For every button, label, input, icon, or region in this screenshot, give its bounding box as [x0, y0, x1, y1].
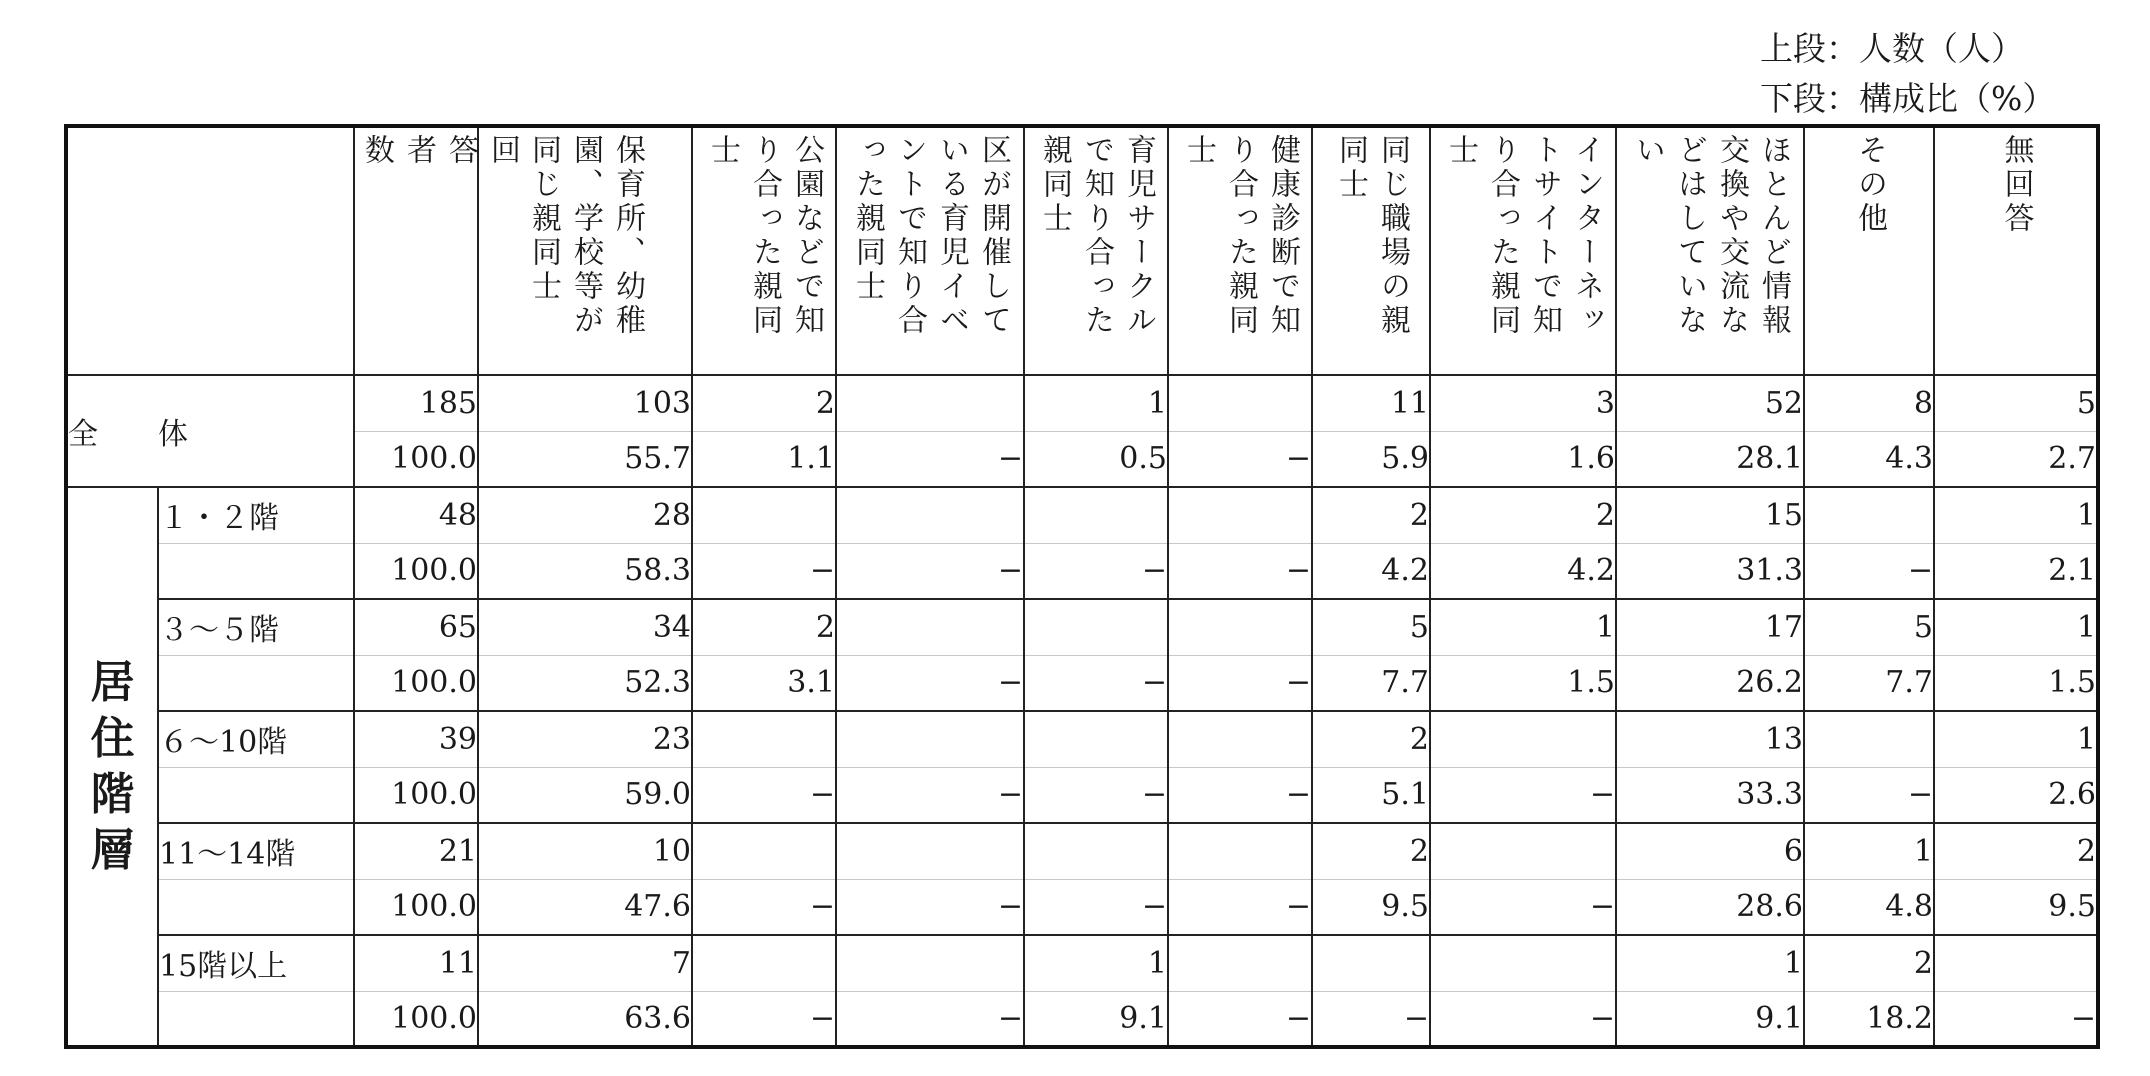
cell-percent: 59.0: [478, 767, 692, 823]
cell-count: [1168, 375, 1312, 431]
cell-count: [1804, 711, 1934, 767]
header-row: [66, 126, 2098, 375]
cell-count: [692, 823, 836, 879]
header-no-answer-text: 無回答: [1998, 134, 2034, 236]
row-label-floor: ３～５階: [158, 599, 354, 655]
header-internet-text: インターネッ トサイトで知 り合った親同 士: [1443, 134, 1604, 338]
cell-count: 21: [354, 823, 478, 879]
table-row-count: [66, 375, 2098, 431]
cell-percent: −: [692, 767, 836, 823]
cell-count: 2: [1430, 487, 1616, 543]
cell-percent: 63.6: [478, 991, 692, 1047]
cell-percent: 7.7: [1312, 655, 1430, 711]
cell-percent: −: [1168, 655, 1312, 711]
cell-count: 23: [478, 711, 692, 767]
cell-count: [692, 711, 836, 767]
cell-count: 2: [692, 375, 836, 431]
cell-percent: 4.3: [1804, 431, 1934, 487]
cell-count: 1: [1804, 823, 1934, 879]
cell-count: 10: [478, 823, 692, 879]
cell-count: [836, 935, 1024, 991]
cell-percent: −: [1024, 543, 1168, 599]
cell-count: [836, 711, 1024, 767]
cell-percent: 9.5: [1934, 879, 2098, 935]
cell-percent: −: [1934, 991, 2098, 1047]
table-row-percent: [66, 543, 2098, 599]
cell-percent: 52.3: [478, 655, 692, 711]
cell-count: 28: [478, 487, 692, 543]
cell-percent: 1.1: [692, 431, 836, 487]
cell-count: [1168, 823, 1312, 879]
cell-percent: 7.7: [1804, 655, 1934, 711]
table-row-percent: [66, 991, 2098, 1047]
cell-percent: 4.2: [1430, 543, 1616, 599]
header-park-text: 公園などで知 り合った親同 士: [705, 134, 824, 338]
cell-percent: 28.6: [1616, 879, 1804, 935]
cell-count: [836, 823, 1024, 879]
cell-percent: −: [1168, 991, 1312, 1047]
cell-percent: −: [836, 431, 1024, 487]
cell-percent: 5.9: [1312, 431, 1430, 487]
cell-count: 1: [1024, 375, 1168, 431]
cell-percent: 100.0: [354, 431, 478, 487]
table-row-percent: [66, 655, 2098, 711]
cell-percent: 28.1: [1616, 431, 1804, 487]
table-row-count: [66, 711, 2098, 767]
row-label-blank: [158, 655, 354, 711]
cell-count: [1024, 823, 1168, 879]
cell-count: 2: [1312, 823, 1430, 879]
cell-percent: −: [1024, 767, 1168, 823]
header-respondents: [354, 126, 520, 375]
cell-percent: −: [1024, 655, 1168, 711]
cell-count: [1168, 487, 1312, 543]
cell-count: 5: [1804, 599, 1934, 655]
row-label-floor: １・２階: [158, 487, 354, 543]
cell-count: [1168, 935, 1312, 991]
header-ward-event-text: 区が開催して いる育児イベ ントで知り合 った親同士: [850, 134, 1011, 338]
cell-count: 2: [692, 599, 836, 655]
cell-percent: 1.6: [1430, 431, 1616, 487]
header-workplace-text: 同じ職場の親 同士: [1333, 134, 1410, 338]
cell-count: 65: [354, 599, 478, 655]
cell-percent: 26.2: [1616, 655, 1804, 711]
cell-percent: 100.0: [354, 543, 478, 599]
cell-percent: 9.1: [1616, 991, 1804, 1047]
cell-count: [1024, 711, 1168, 767]
cell-percent: −: [1430, 879, 1616, 935]
cell-percent: 2.6: [1934, 767, 2098, 823]
table-row-count: [66, 487, 2098, 543]
cell-percent: 2.1: [1934, 543, 2098, 599]
cell-percent: 47.6: [478, 879, 692, 935]
data-table: [64, 124, 2100, 1049]
header-respondents-text: 回 答 者 数: [359, 134, 520, 168]
cell-count: 13: [1616, 711, 1804, 767]
cell-percent: 100.0: [354, 767, 478, 823]
cell-count: 185: [354, 375, 478, 431]
cell-percent: −: [1168, 431, 1312, 487]
cell-percent: −: [1430, 767, 1616, 823]
table-row-count: [66, 599, 2098, 655]
cell-count: [836, 375, 1024, 431]
cell-count: 48: [354, 487, 478, 543]
cell-count: [1804, 487, 1934, 543]
cell-count: 7: [478, 935, 692, 991]
cell-percent: −: [1168, 879, 1312, 935]
cell-count: 5: [1934, 375, 2098, 431]
cell-percent: 33.3: [1616, 767, 1804, 823]
header-none-text: ほとんど情報 交換や交流な どはしていな い: [1630, 134, 1791, 338]
header-ward-event: [836, 126, 1024, 375]
cell-count: [1024, 487, 1168, 543]
cell-count: [692, 935, 836, 991]
cell-count: [692, 487, 836, 543]
row-label-floor: ６～10階: [158, 711, 354, 767]
header-checkup-text: 健康診断で知 り合った親同 士: [1181, 134, 1300, 338]
cell-count: 1: [1430, 599, 1616, 655]
cell-count: 1: [1934, 599, 2098, 655]
cell-percent: 2.7: [1934, 431, 2098, 487]
cell-count: 2: [1804, 935, 1934, 991]
cell-count: [1430, 823, 1616, 879]
cell-count: 39: [354, 711, 478, 767]
table-row-percent: [66, 879, 2098, 935]
header-workplace: [1312, 126, 1430, 375]
row-label-blank: [158, 543, 354, 599]
legend: [1760, 24, 2055, 124]
cell-percent: −: [1804, 767, 1934, 823]
cell-count: 11: [354, 935, 478, 991]
cell-count: [1024, 599, 1168, 655]
cell-count: 1: [1024, 935, 1168, 991]
header-corner: [66, 126, 354, 375]
cell-percent: −: [836, 543, 1024, 599]
group-label-char: 住: [90, 712, 135, 764]
cell-count: 15: [1616, 487, 1804, 543]
row-label-blank: [158, 767, 354, 823]
cell-percent: −: [836, 767, 1024, 823]
row-label-blank: [158, 879, 354, 935]
header-no-answer: [1934, 126, 2098, 375]
cell-percent: 1.5: [1934, 655, 2098, 711]
group-label-char: 層: [90, 824, 135, 876]
cell-count: 1: [1934, 711, 2098, 767]
cell-count: [1430, 935, 1616, 991]
header-other-text: その他: [1852, 134, 1887, 236]
cell-percent: 31.3: [1616, 543, 1804, 599]
row-label-blank: [158, 991, 354, 1047]
cell-percent: 3.1: [692, 655, 836, 711]
header-other: [1804, 126, 1934, 375]
cell-percent: 1.5: [1430, 655, 1616, 711]
group-label-char: 居: [90, 656, 135, 708]
cell-count: 1: [1934, 487, 2098, 543]
cell-count: [1934, 935, 2098, 991]
cell-count: 2: [1312, 711, 1430, 767]
cell-percent: −: [836, 991, 1024, 1047]
header-circle-text: 育児サークル で知り合った 親同士: [1037, 134, 1156, 338]
header-none: [1616, 126, 1804, 375]
cell-count: [1312, 935, 1430, 991]
header-circle: [1024, 126, 1168, 375]
cell-count: [1430, 711, 1616, 767]
cell-count: [836, 487, 1024, 543]
cell-percent: 5.1: [1312, 767, 1430, 823]
cell-count: 8: [1804, 375, 1934, 431]
table-row-percent: [66, 431, 2098, 487]
cell-count: 17: [1616, 599, 1804, 655]
cell-percent: −: [1168, 767, 1312, 823]
cell-count: 3: [1430, 375, 1616, 431]
cell-percent: 100.0: [354, 991, 478, 1047]
cell-percent: −: [1430, 991, 1616, 1047]
cell-percent: 100.0: [354, 879, 478, 935]
table-row-count: [66, 823, 2098, 879]
cell-percent: −: [1168, 543, 1312, 599]
table-row-percent: [66, 767, 2098, 823]
cell-count: 11: [1312, 375, 1430, 431]
cell-count: 34: [478, 599, 692, 655]
header-park: [692, 126, 836, 375]
cell-percent: −: [836, 655, 1024, 711]
cell-percent: −: [836, 879, 1024, 935]
cell-percent: −: [692, 879, 836, 935]
cell-percent: 0.5: [1024, 431, 1168, 487]
header-nursery-school-text: 保育所、幼稚 園、学校等が 同じ親同士: [526, 134, 645, 338]
cell-percent: 4.2: [1312, 543, 1430, 599]
cell-count: [1168, 599, 1312, 655]
row-label-floor: 11～14階: [158, 823, 354, 879]
group-label-char: 階: [90, 768, 135, 820]
legend-upper: 上段：人数（人）: [1760, 29, 2024, 68]
group-label: [66, 487, 158, 1047]
cell-count: [836, 599, 1024, 655]
header-checkup: [1168, 126, 1312, 375]
cell-percent: −: [692, 543, 836, 599]
cell-percent: 100.0: [354, 655, 478, 711]
cell-percent: 4.8: [1804, 879, 1934, 935]
cell-count: 2: [1934, 823, 2098, 879]
cell-percent: 9.1: [1024, 991, 1168, 1047]
legend-lower: 下段：構成比（%）: [1760, 79, 2056, 118]
cell-count: 1: [1616, 935, 1804, 991]
cell-count: 6: [1616, 823, 1804, 879]
cell-percent: 55.7: [478, 431, 692, 487]
cell-percent: 18.2: [1804, 991, 1934, 1047]
cell-percent: 9.5: [1312, 879, 1430, 935]
cell-percent: 58.3: [478, 543, 692, 599]
cell-percent: −: [1024, 879, 1168, 935]
header-internet: [1430, 126, 1616, 375]
table-row-count: [66, 935, 2098, 991]
cell-count: 103: [478, 375, 692, 431]
cell-count: [1168, 711, 1312, 767]
cell-percent: −: [692, 991, 836, 1047]
cell-percent: −: [1312, 991, 1430, 1047]
cell-count: 5: [1312, 599, 1430, 655]
row-label-floor: 15階以上: [158, 935, 354, 991]
cell-count: 2: [1312, 487, 1430, 543]
row-label-total: 全 体: [66, 375, 354, 487]
cell-percent: −: [1804, 543, 1934, 599]
cell-count: 52: [1616, 375, 1804, 431]
